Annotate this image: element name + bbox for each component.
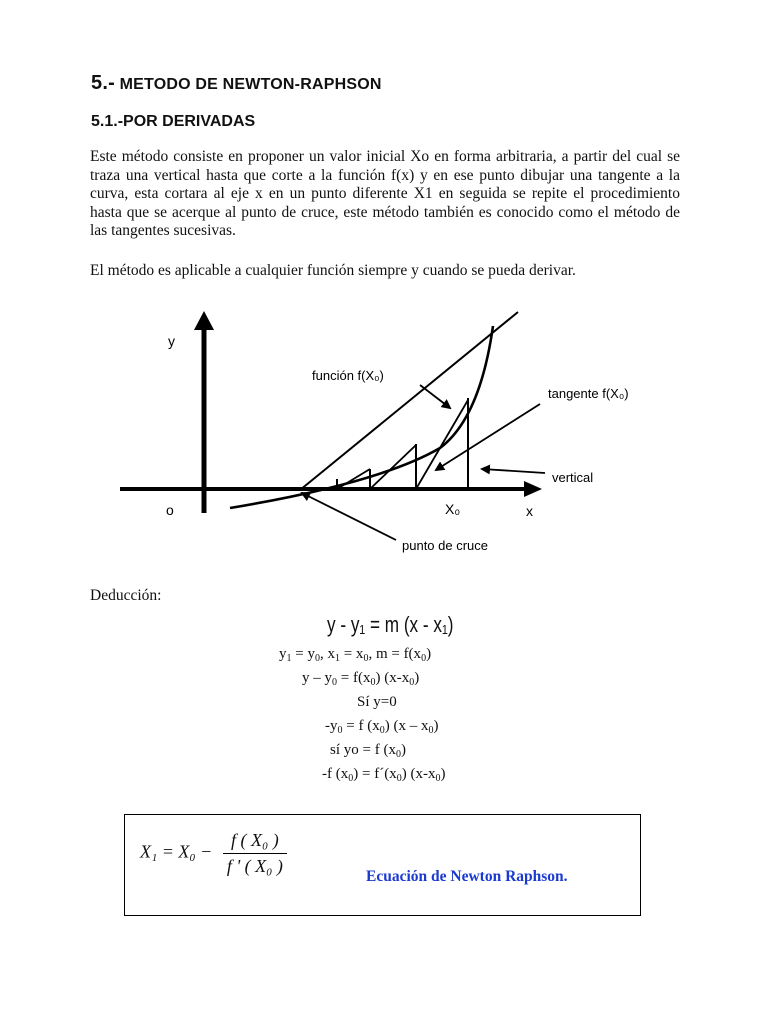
subscript: 0: [396, 773, 402, 784]
equation-text: Sí y=0: [357, 694, 397, 710]
y-axis-label: y: [168, 333, 175, 349]
equation-text: ): [414, 670, 420, 686]
subscript: 0: [314, 653, 320, 664]
tangent-3: [370, 445, 416, 489]
equation-text: ): [400, 742, 406, 758]
equation-text: sí yo = f (x: [330, 742, 396, 758]
cruce-label: punto de cruce: [402, 538, 489, 553]
equation-text: ): [440, 766, 446, 782]
subsection-heading: 5.1.-POR DERIVADAS: [91, 113, 256, 130]
subscript: 1: [334, 653, 340, 664]
formula-caption: Ecuación de Newton Raphson.: [366, 868, 568, 885]
paragraph-applicability: El método es aplicable a cualquier función siempre y cuando se pueda derivar.: [90, 262, 576, 279]
x-axis-label: x: [526, 503, 533, 519]
subscript: 0: [348, 773, 354, 784]
funcion-label: función f(X₀): [312, 368, 384, 383]
equation-text: ): [426, 646, 432, 662]
equation-line-6: [322, 766, 445, 784]
equation-text: , m = f(x: [368, 646, 422, 662]
subscript: 0: [337, 725, 343, 736]
subscript: 1: [286, 653, 292, 664]
equation-line-4: [325, 718, 438, 736]
paragraph-description: Este método consiste en proponer un valor inicial Xo en forma arbitraria, a partir del cual se traza una vertical hasta que corte a la función f(x) y en ese punto dibujar una tangente a la curva, esta cortara al eje x en un punto diferente X1 en seguida se repite el procedimiento hasta que se acerque al punto de cruce, este método también es conocido como el método de las tangentes sucesivas.: [90, 148, 680, 240]
equation-text: y: [279, 646, 287, 662]
section-title: METODO DE NEWTON-RAPHSON: [119, 76, 382, 93]
deduccion-label: Deducción:: [90, 587, 162, 604]
equation-text: ) = f´(x: [353, 766, 397, 782]
funcion-pointer: [420, 385, 450, 408]
equation-text: ) (x-x: [401, 766, 436, 782]
newton-raphson-diagram: [110, 308, 670, 560]
equation-line-1: [279, 646, 431, 664]
equation-text: ): [433, 718, 439, 734]
equation-text: = f(x: [337, 670, 371, 686]
section-number: 5.-: [91, 72, 115, 94]
subscript: 0: [379, 725, 385, 736]
equation-text: ) (x-x: [375, 670, 410, 686]
tangente-label: tangente f(X₀): [548, 386, 629, 401]
formula-numerator: f ( X₀ ): [223, 830, 287, 854]
subscript: 0: [370, 677, 376, 688]
equation-text: -y: [325, 718, 338, 734]
subscript: 0: [409, 677, 415, 688]
equation-line-2: [302, 670, 419, 688]
origin-label: o: [166, 502, 174, 518]
section-heading: [91, 72, 382, 95]
formula-lhs: X₁ = X₀ −: [140, 841, 213, 862]
point-slope-equation: y - y₁ = m (x - x₁): [327, 612, 454, 637]
tangent-2: [416, 400, 468, 489]
equation-text: = x: [339, 646, 364, 662]
y-axis-arrowhead: [194, 311, 214, 330]
newton-raphson-formula: [140, 830, 287, 877]
subscript: 0: [428, 725, 434, 736]
function-curve: [230, 326, 493, 508]
subscript: 0: [395, 749, 401, 760]
x-axis-arrowhead: [524, 481, 542, 497]
subscript: 0: [332, 677, 337, 688]
equation-text: y – y: [302, 670, 332, 686]
vertical-label: vertical: [552, 470, 594, 485]
equation-text: -f (x: [322, 766, 349, 782]
formula-denominator: f ' ( X₀ ): [226, 856, 283, 876]
equation-text: , x: [319, 646, 335, 662]
formula-fraction: [223, 830, 287, 877]
subscript: 0: [421, 653, 427, 664]
equation-text: ) (x – x: [384, 718, 429, 734]
subscript: 0: [435, 773, 441, 784]
cruce-pointer: [302, 493, 396, 540]
x0-label: X₀: [445, 501, 461, 517]
equation-line-3: [357, 694, 397, 711]
equation-text: = f (x: [342, 718, 380, 734]
vertical-pointer: [482, 469, 545, 473]
subscript: 0: [363, 653, 369, 664]
equation-line-5: [330, 742, 406, 760]
equation-text: = y: [291, 646, 315, 662]
